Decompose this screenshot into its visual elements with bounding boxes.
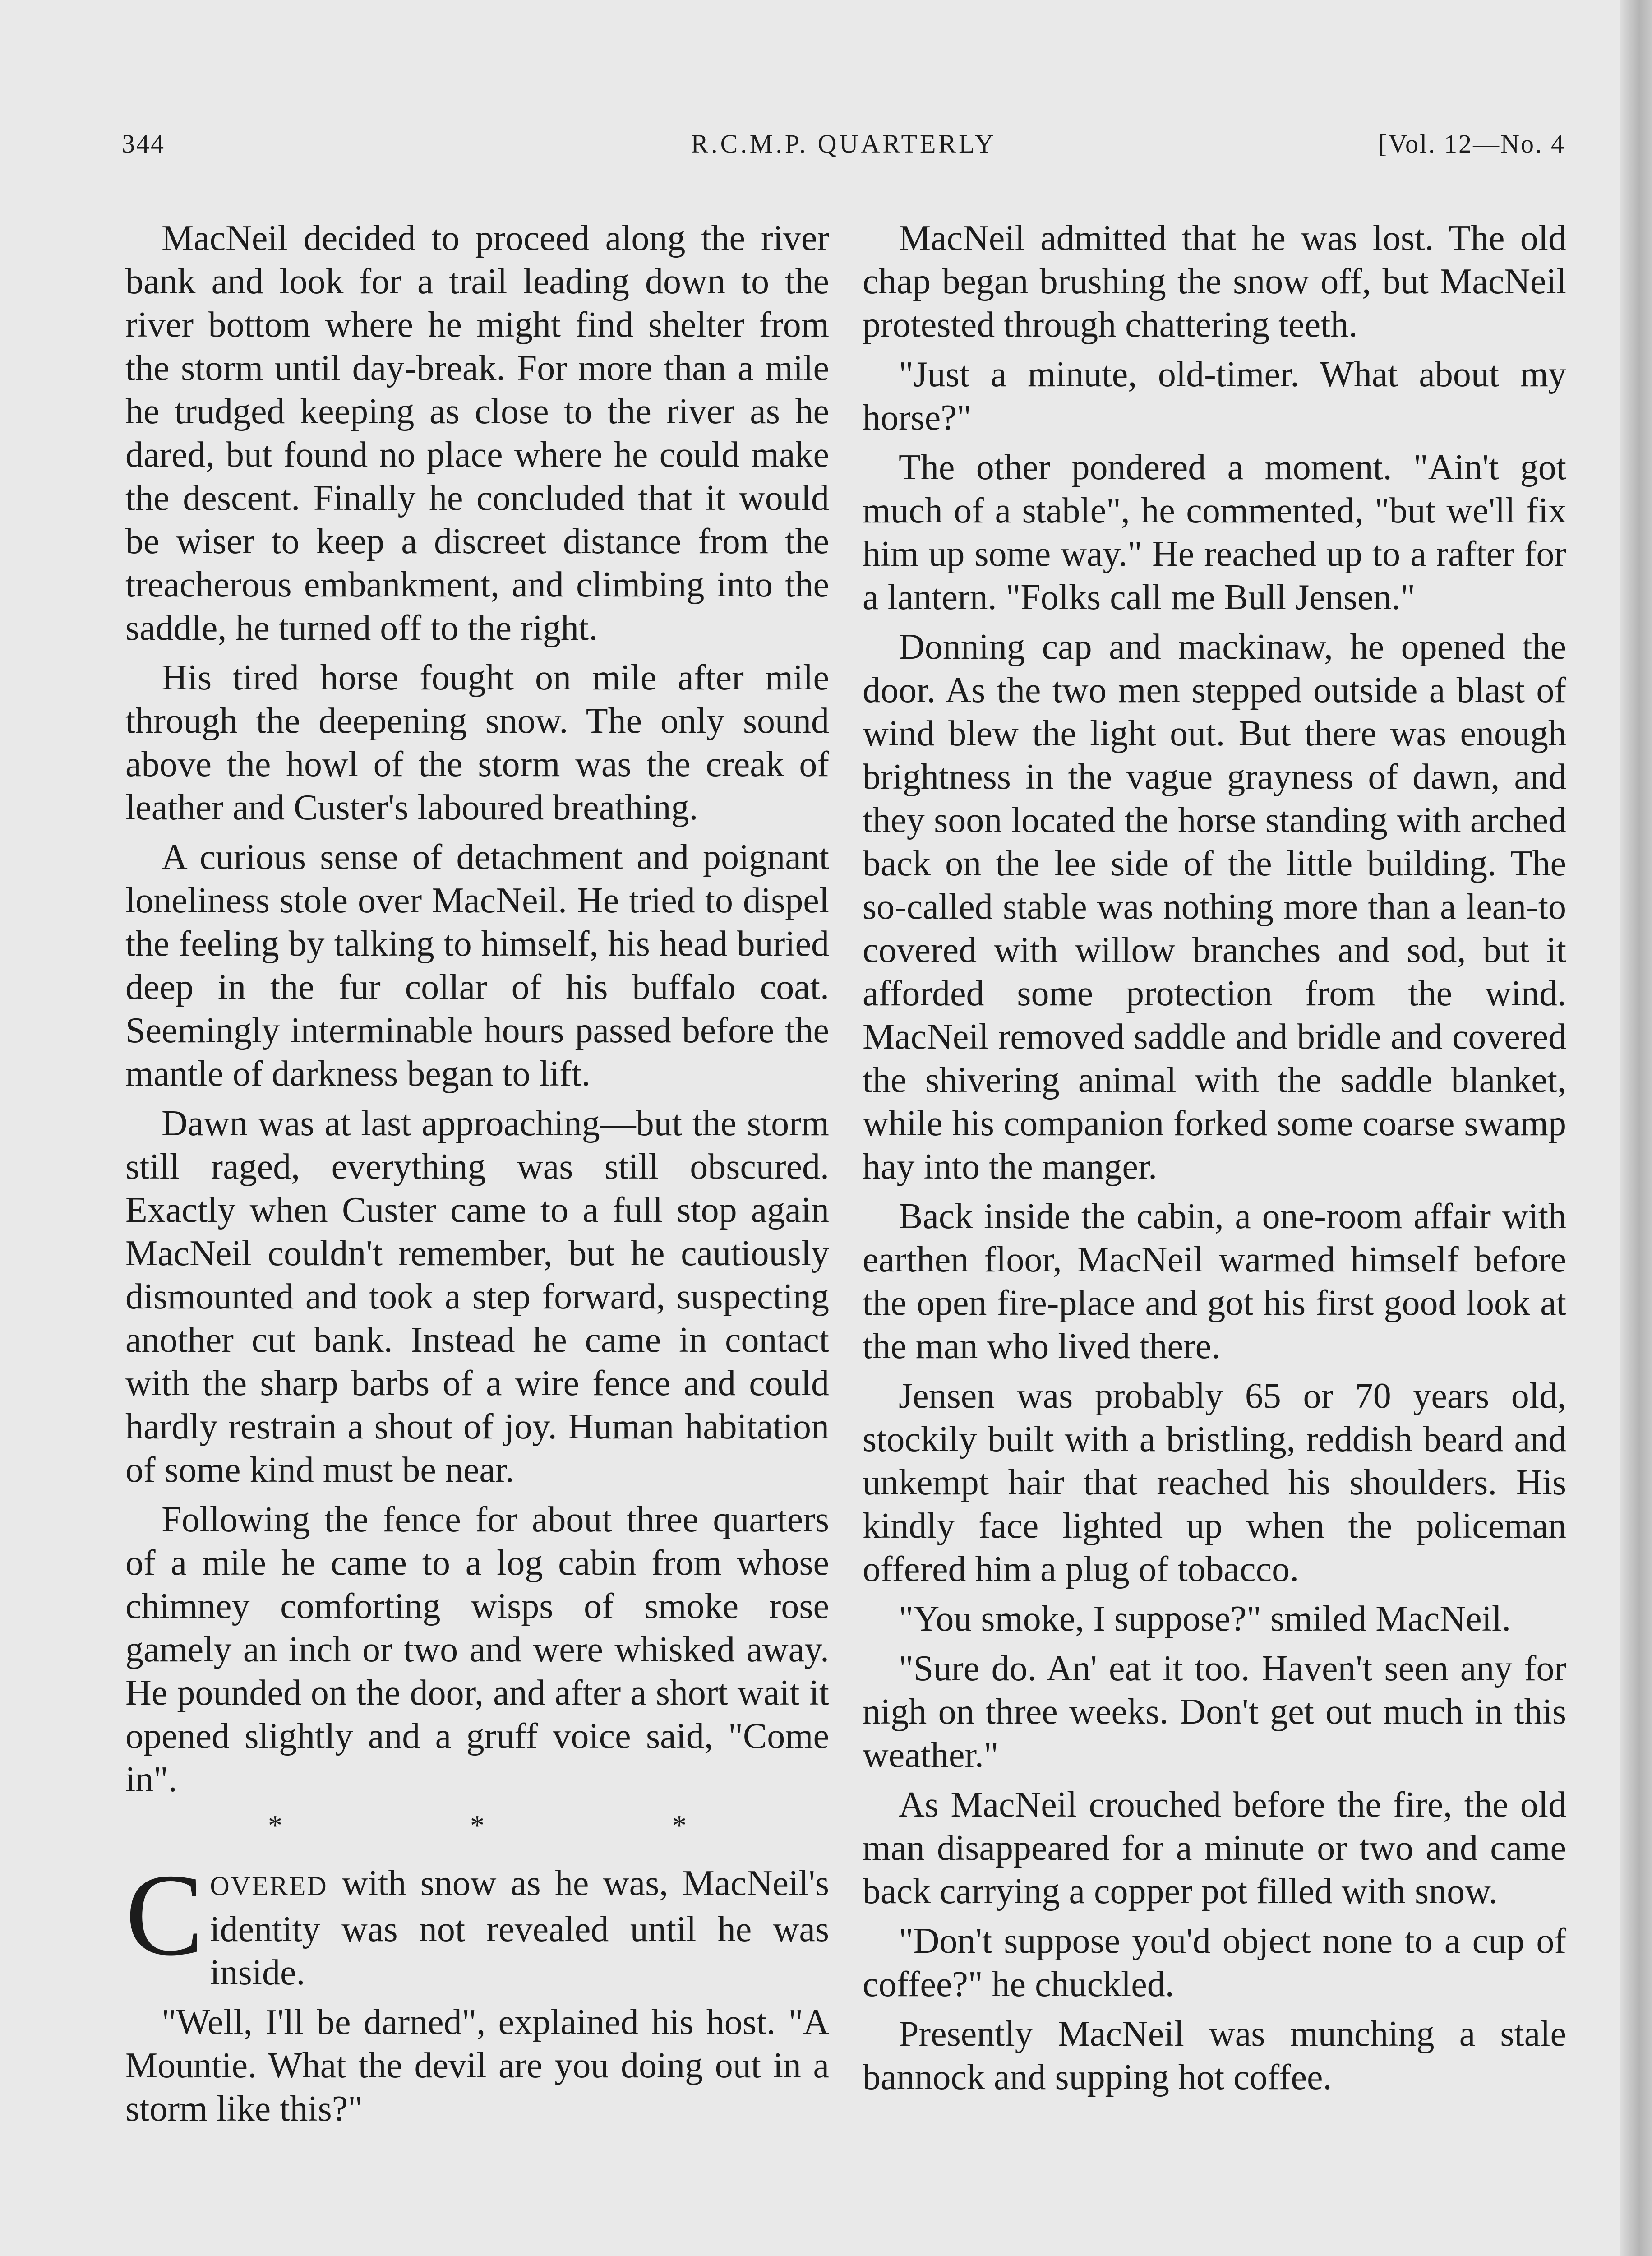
paragraph: A curious sense of detachment and poignant loneliness stole over MacNeil. He tried to dispel the feeling by talking to himself, his head buried deep in the fur collar of his buffalo coat. Seemingly interminable hours passed before the mantle of darkness began to lift. [125,837,829,1094]
paragraph-text: with snow as he was, MacNeil's identity was not revealed until he was inside. [210,1863,829,1992]
paragraph: "Well, I'll be darned", explained his host. "A Mountie. What the devil are you doing out in a storm like this?" [125,2002,829,2129]
section-opening-paragraph [125,1850,829,1994]
paragraph: MacNeil decided to proceed along the river bank and look for a trail leading down to the river bottom where he might find shelter from the storm until day-break. For more than a mile he trudged keeping as close to the river as he dared, but found no place where he could make the descent. Finally he concluded that it would be wiser to keep a discreet distance from the treacherous embankment, and climbing into the saddle, he turned off to the right. [125,218,829,648]
right-column [863,217,1566,2105]
paragraph: "Sure do. An' eat it too. Haven't seen any for nigh on three weeks. Don't get out much in this weather." [863,1649,1566,1775]
paragraph: "You smoke, I suppose?" smiled MacNeil. [899,1599,1511,1639]
paragraph: "Just a minute, old-timer. What about my horse?" [863,355,1566,438]
page-edge-shadow [1620,0,1652,2256]
left-column [125,217,829,2137]
paragraph: Donning cap and mackinaw, he opened the door. As the two men stepped outside a blast of wind blew the light out. But there was enough brightness in the vague grayness of dawn, and they soon located the horse standing with arched back on the lee side of the little building. The so-called stable was nothing more than a lean-to covered with willow branches and sod, but it afforded some protection from the wind. MacNeil removed saddle and bridle and covered the shivering animal with the saddle blanket, while his companion forked some coarse swamp hay into the manger. [863,627,1566,1187]
drop-cap: C [125,1850,204,1980]
section-separator: * * * [268,1809,777,1841]
paragraph: His tired horse fought on mile after mile through the deepening snow. The only sound above the howl of the storm was the creak of leather and Custer's laboured breathing. [125,658,829,828]
paragraph: Following the fence for about three quarters of a mile he came to a log cabin from whose chimney comforting wisps of smoke rose gamely an inch or two and were whisked away. He pounded on the door, and after a short wait it opened slightly and a gruff voice said, "Come in". [125,1500,829,1799]
running-header [122,129,1565,169]
paragraph: Dawn was at last approaching—but the storm still raged, everything was still obscured. Exactly when Custer came to a full stop again MacNeil couldn't remember, but he cautiously dismounted and took a step forward, suspecting another cut bank. Instead he came in contact with the sharp barbs of a wire fence and could hardly restrain a shout of joy. Human habitation of some kind must be near. [125,1104,829,1490]
volume-issue: [Vol. 12—No. 4 [1378,129,1565,158]
paragraph: MacNeil admitted that he was lost. The old chap began brushing the snow off, but MacNeil protested through chattering teeth. [863,218,1566,345]
paragraph: Presently MacNeil was munching a stale bannock and supping hot coffee. [863,2014,1566,2097]
page-number: 344 [122,129,165,158]
paragraph: Jensen was probably 65 or 70 years old, stockily built with a bristling, reddish beard and unkempt hair that reached his shoulders. His kindly face lighted up when the policeman offered him a plug of tobacco. [863,1376,1566,1589]
small-caps-lead: OVERED [210,1871,328,1901]
paragraph: The other pondered a moment. "Ain't got much of a stable", he commented, "but we'll fix him up some way." He reached up to a rafter for a lantern. "Folks call me Bull Jensen." [863,448,1566,617]
journal-title: R.C.M.P. QUARTERLY [691,129,997,158]
paragraph: "Don't suppose you'd object none to a cup of coffee?" he chuckled. [863,1921,1566,2004]
paragraph: Back inside the cabin, a one-room affair with earthen floor, MacNeil warmed himself before the open fire-place and got his first good look at the man who lived there. [863,1197,1566,1366]
paragraph: As MacNeil crouched before the fire, the old man disappeared for a minute or two and came back carrying a copper pot filled with snow. [863,1785,1566,1911]
